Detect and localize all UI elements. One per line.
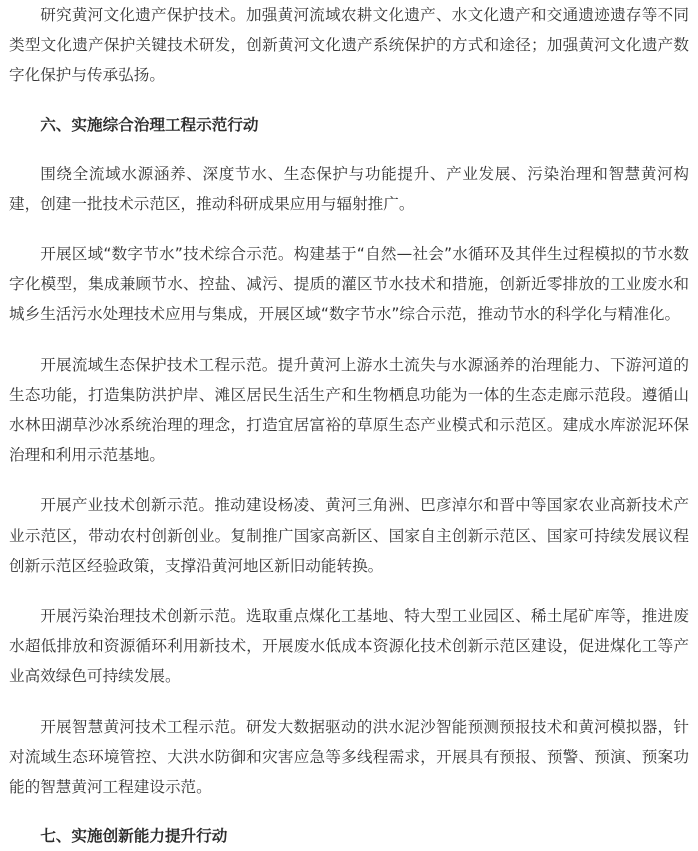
section-heading-7: 七、实施创新能力提升行动 [40,827,228,846]
paragraph-digital-water-saving: 开展区域“数字节水”技术综合示范。构建基于“自然—社会”水循环及其伴生过程模拟的节水数字化模型，集成兼顾节水、控盐、减污、提质的灌区节水技术和措施，创新近零排放的工业废水和城乡生活污水处理技术应用与集成，开展区域“数字节水”综合示范，推动节水的科学化与精准化。 [9,245,689,324]
paragraph-pollution-control: 开展污染治理技术创新示范。选取重点煤化工基地、特大型工业园区、稀土尾矿库等，推进废水超低排放和资源循环利用新技术，开展废水低成本资源化技术创新示范区建设，促进煤化工等产业高效绿色可持续发展。 [9,607,689,686]
paragraph-cultural-heritage: 研究黄河文化遗产保护技术。加强黄河流域农耕文化遗产、水文化遗产和交通遗迹遗存等不同类型文化遗产保护关键技术研发，创新黄河文化遗产系统保护的方式和途径；加强黄河文化遗产数字化保护与传承弘扬。 [9,6,689,85]
paragraph-ecological-protection: 开展流域生态保护技术工程示范。提升黄河上游水土流失与水源涵养的治理能力、下游河道的生态功能，打造集防洪护岸、滩区居民生活生产和生物栖息功能为一体的生态走廊示范段。遵循山水林田湖草沙冰系统治理的理念，打造宜居富裕的草原生态产业模式和示范区。建成水库淤泥环保治理和利用示范基地。 [9,355,689,465]
section-heading-6: 六、实施综合治理工程示范行动 [40,115,259,134]
paragraph-industrial-innovation: 开展产业技术创新示范。推动建设杨凌、黄河三角洲、巴彦淖尔和晋中等国家农业高新技术产业示范区，带动农村创新创业。复制推广国家高新区、国家自主创新示范区、国家可持续发展议程创新示范区经验政策，支撑沿黄河地区新旧动能转换。 [9,496,689,575]
paragraph-smart-yellow-river: 开展智慧黄河技术工程示范。研发大数据驱动的洪水泥沙智能预测预报技术和黄河模拟器，针对流域生态环境管控、大洪水防御和灾害应急等多线程需求，开展具有预报、预警、预演、预案功能的智慧黄河工程建设示范。 [9,717,689,797]
paragraph-demonstration-zones: 围绕全流域水源涵养、深度节水、生态保护与功能提升、产业发展、污染治理和智慧黄河构建，创建一批技术示范区，推动科研成果应用与辐射推广。 [9,164,689,213]
article-body [9,0,689,851]
